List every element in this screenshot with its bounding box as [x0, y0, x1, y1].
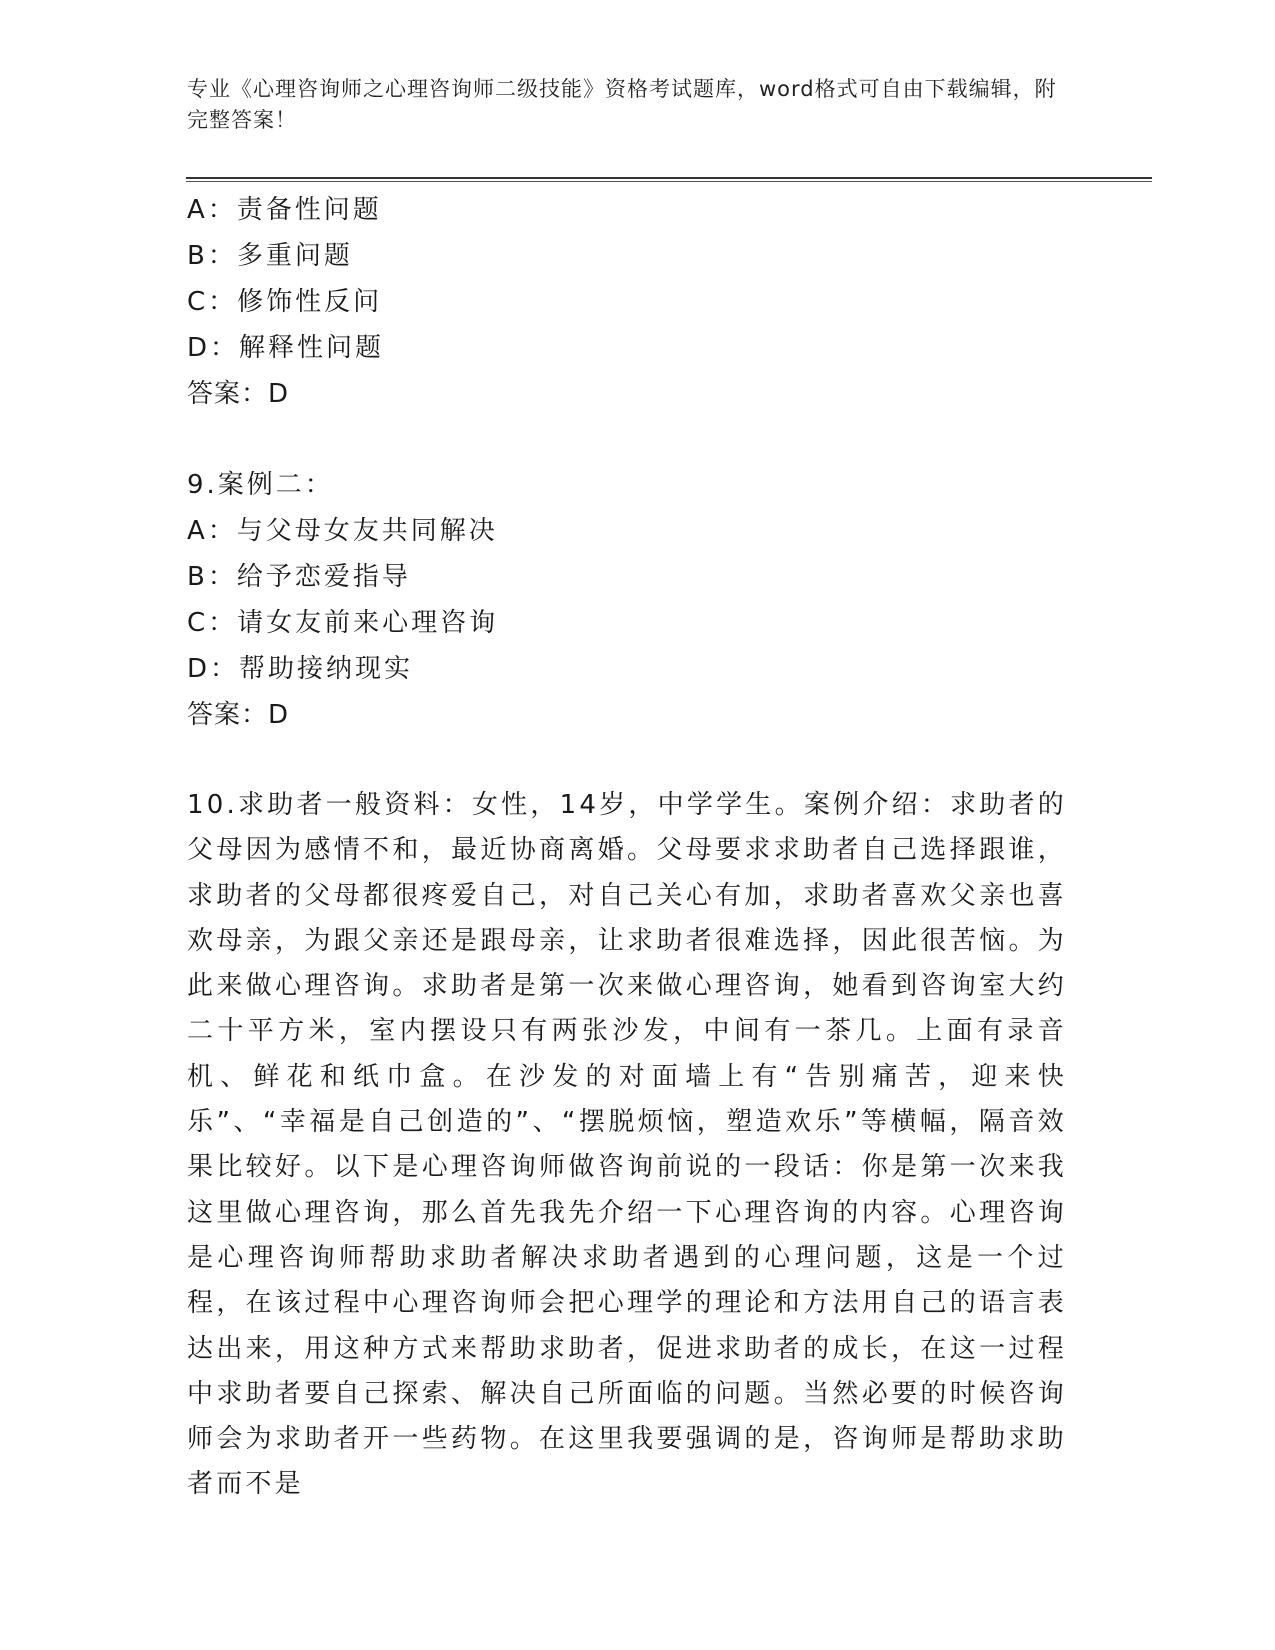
q9-answer: 答案：D [187, 700, 290, 730]
spacer [187, 738, 1087, 783]
q10-text: 10.求助者一般资料：女性，14岁，中学学生。案例介绍：求助者的父母因为感情不和，最近协商离婚。父母要求求助者自己选择跟谁，求助者的父母都很疼爱自己，对自己关心有加，求助者喜欢父亲也喜欢母亲，为跟父亲还是跟母亲，让求助者很难选择，因此很苦恼。为此来做心理咨询。求助者是第一次来做心理咨询，她看到咨询室大约二十平方米，室内摆设只有两张沙发，中间有一茶几。上面有录音机、鲜花和纸巾盒。在沙发的对面墙上有“告别痛苦，迎来快乐”、“幸福是自己创造的”、“摆脱烦恼，塑造欢乐”等横幅，隔音效果比较好。以下是心理咨询师做咨询前说的一段话：你是第一次来我这里做心理咨询，那么首先我先介绍一下心理咨询的内容。心理咨询是心理咨询师帮助求助者解决求助者遇到的心理问题，这是一个过程，在该过程中心理咨询师会把心理学的理论和方法用自己的语言表达出来，用这种方式来帮助求助者，促进求助者的成长，在这一过程中求助者要自己探索、解决自己所面临的问题。当然必要的时候咨询师会为求助者开一些药物。在这里我要强调的是，咨询师是帮助求助者而不是 [187, 790, 1067, 1500]
document-body [187, 187, 1087, 1508]
q8-answer: 答案：D [187, 379, 290, 409]
q9-title: 9.案例二： [187, 470, 334, 500]
q8-option-a: A：责备性问题 [187, 195, 382, 225]
q8-option-d: D：解释性问题 [187, 333, 385, 363]
q9-option-c: C：请女友前来心理咨询 [187, 608, 499, 638]
q9-option-b: B：给予恋爱指导 [187, 562, 411, 592]
q9-option-a: A：与父母女友共同解决 [187, 516, 498, 546]
question-8-block [187, 187, 1087, 417]
q8-option-c: C：修饰性反问 [187, 287, 383, 317]
document-header: 专业《心理咨询师之心理咨询师二级技能》资格考试题库，word格式可自由下载编辑，附完整答案！ [187, 77, 1057, 132]
spacer [187, 417, 1087, 462]
q8-option-b: B：多重问题 [187, 241, 353, 271]
question-10-block [187, 783, 1087, 1508]
header-divider-thick [186, 177, 1152, 179]
header-divider-thin [186, 181, 1152, 182]
question-9-block [187, 462, 1087, 738]
q9-option-d: D：帮助接纳现实 [187, 654, 414, 684]
